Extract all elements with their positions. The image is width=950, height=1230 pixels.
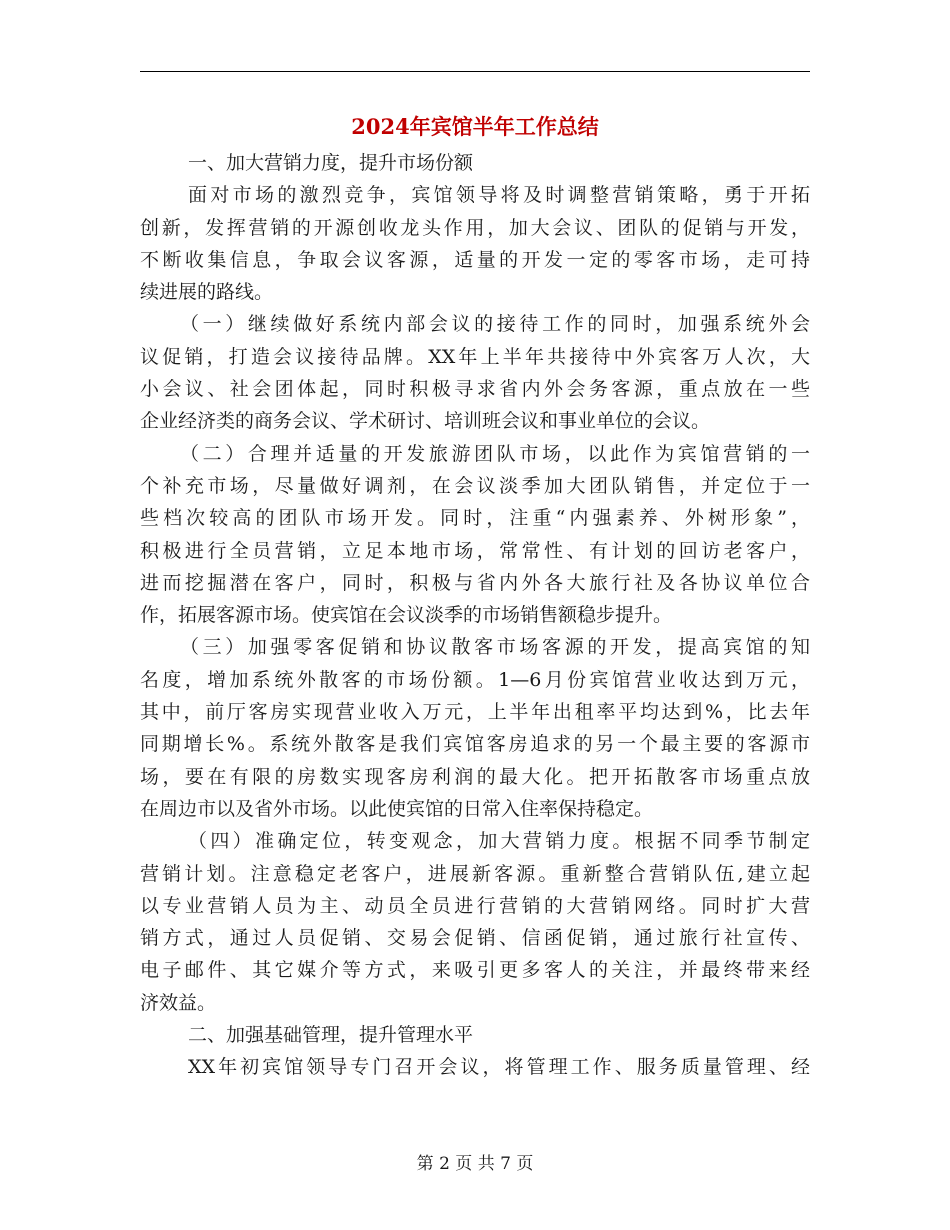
text-line: 营销计划。注意稳定老客户，进展新客源。重新整合营销队伍,建立起 xyxy=(140,862,810,885)
header-rule xyxy=(140,71,810,72)
text-line: 场，要在有限的房数实现客房利润的最大化。把开拓散客市场重点放 xyxy=(140,765,810,788)
text-line: 在周边市以及省外市场。以此使宾馆的日常入住率保持稳定。 xyxy=(140,797,654,820)
document-body xyxy=(140,147,810,1084)
text-line: 些档次较高的团队市场开发。同时，注重“内强素养、外树形象”， xyxy=(140,507,810,530)
text-line: 续进展的路线。 xyxy=(140,281,274,304)
text-line: 其中，前厅客房实现营业收入万元，上半年出租率平均达到%，比去年 xyxy=(140,701,810,724)
text-line: 积极进行全员营销，立足本地市场，常常性、有计划的回访老客户， xyxy=(140,539,810,562)
text-line: 济效益。 xyxy=(140,991,217,1014)
text-line: 小会议、社会团体起，同时积极寻求省内外会务客源，重点放在一些 xyxy=(140,378,810,401)
text-line: 创新，发挥营销的开源创收龙头作用，加大会议、团队的促销与开发， xyxy=(140,216,810,239)
text-line: 二、加强基础管理，提升管理水平 xyxy=(188,1024,474,1047)
text-line: （四）准确定位，转变观念，加大营销力度。根据不同季节制定 xyxy=(188,830,810,853)
text-line: （三）加强零客促销和协议散客市场客源的开发，提高宾馆的知 xyxy=(180,636,810,659)
text-line: 作，拓展客源市场。使宾馆在会议淡季的市场销售额稳步提升。 xyxy=(140,604,673,627)
text-line: 议促销，打造会议接待品牌。XX年上半年共接待中外宾客万人次，大 xyxy=(140,345,810,368)
text-line: 面对市场的激烈竞争，宾馆领导将及时调整营销策略，勇于开拓 xyxy=(188,184,810,207)
text-line: （二）合理并适量的开发旅游团队市场，以此作为宾馆营销的一 xyxy=(180,442,810,465)
page-number-footer: 第 2 页 共 7 页 xyxy=(416,1154,534,1174)
text-line: 同期增长%。系统外散客是我们宾馆客房追求的另一个最主要的客源市 xyxy=(140,733,810,756)
text-line: 进而挖掘潜在客户，同时，积极与省内外各大旅行社及各协议单位合 xyxy=(140,571,810,594)
text-line: 销方式，通过人员促销、交易会促销、信函促销，通过旅行社宣传、 xyxy=(140,927,810,950)
text-line: 不断收集信息，争取会议客源，适量的开发一定的零客市场，走可持 xyxy=(140,248,810,271)
text-line: 个补充市场，尽量做好调剂，在会议淡季加大团队销售，并定位于一 xyxy=(140,474,810,497)
text-line: 以专业营销人员为主、动员全员进行营销的大营销网络。同时扩大营 xyxy=(140,894,810,917)
text-line: XX年初宾馆领导专门召开会议，将管理工作、服务质量管理、经 xyxy=(188,1056,810,1079)
text-line: 一、加大营销力度，提升市场份额 xyxy=(188,152,474,174)
text-line: （一）继续做好系统内部会议的接待工作的同时，加强系统外会 xyxy=(180,313,810,336)
text-line: 企业经济类的商务会议、学术研讨、培训班会议和事业单位的会议。 xyxy=(140,410,711,433)
document-title: 2024年宾馆半年工作总结 xyxy=(351,114,599,139)
text-line: 名度，增加系统外散客的市场份额。1—6月份宾馆营业收达到万元， xyxy=(140,668,810,691)
text-line: 电子邮件、其它媒介等方式，来吸引更多客人的关注，并最终带来经 xyxy=(140,959,810,982)
